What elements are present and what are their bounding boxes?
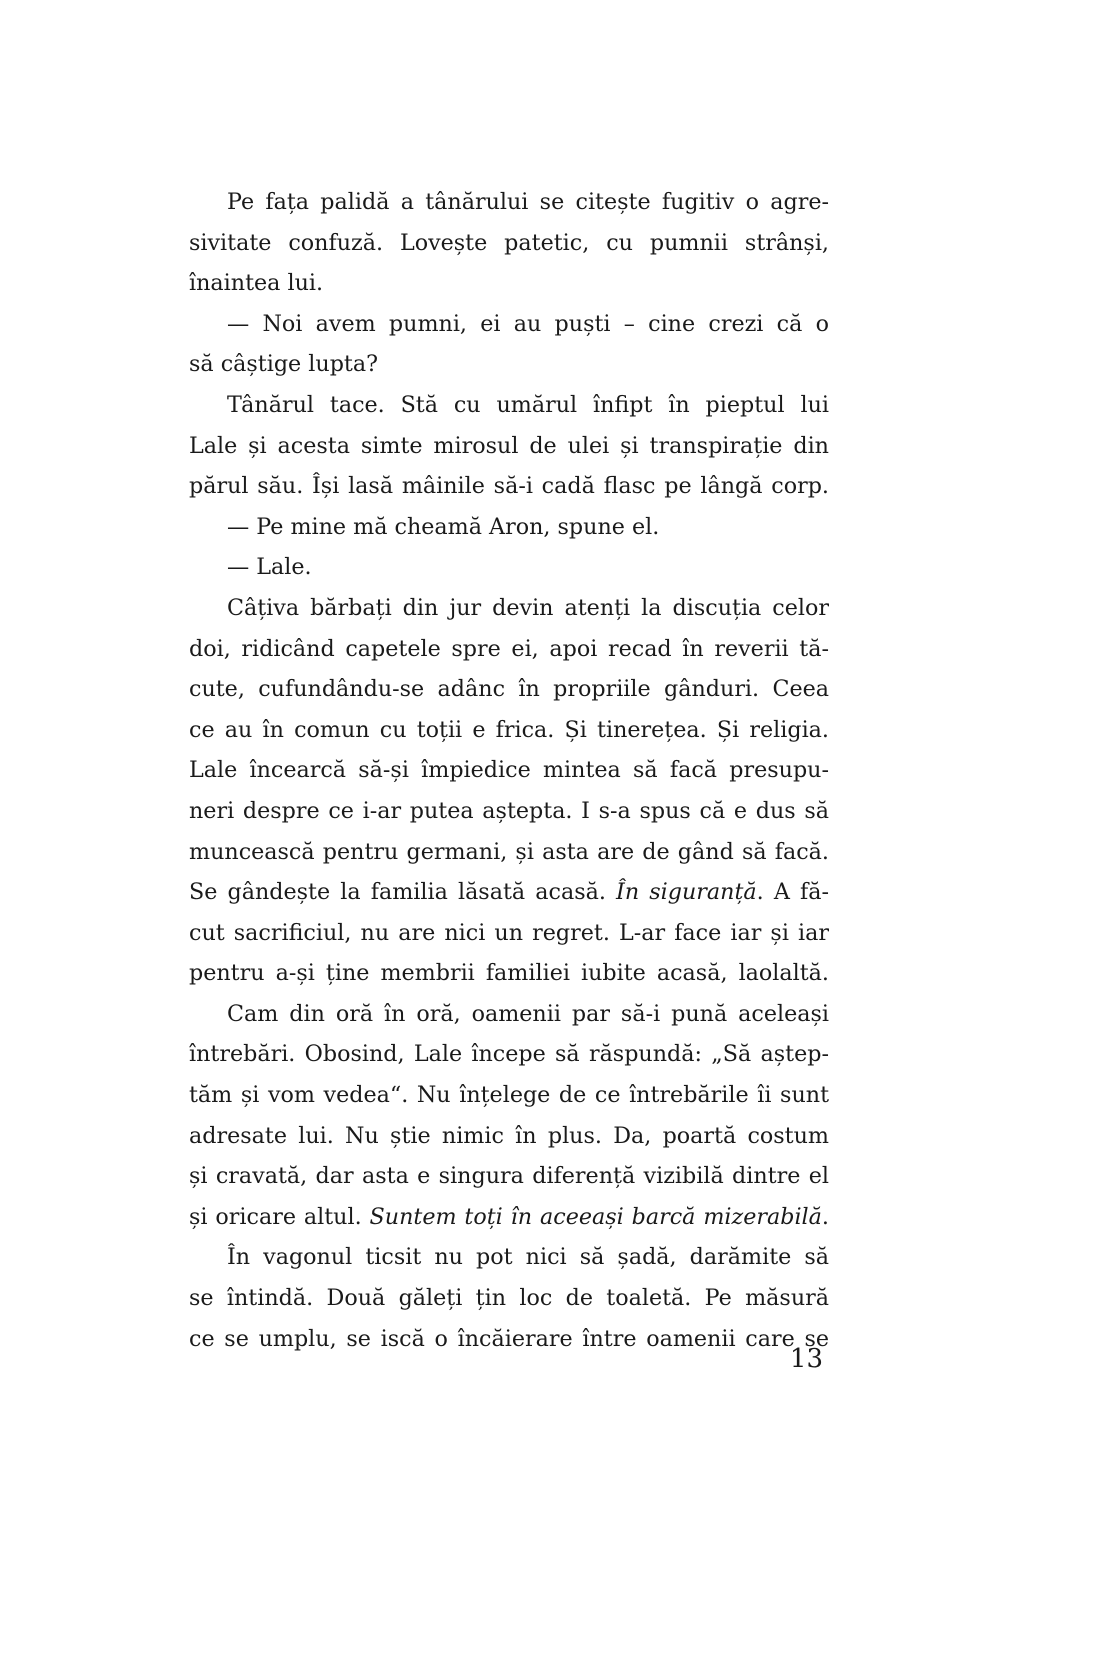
- text-line: [189, 588, 829, 629]
- line-text: — Pe mine mă cheamă Aron, spune el.: [227, 513, 660, 540]
- line-text: neri despre ce i-ar putea aștepta. I s-a spus că e dus să: [189, 797, 829, 824]
- line-text: Lale și acesta simte mirosul de ulei și transpirație din: [189, 432, 829, 459]
- line-text: Pe fața palidă a tânărului se citește fugitiv o agre-: [227, 189, 829, 215]
- line-text: și cravată, dar asta e singura diferență vizibilă dintre el: [189, 1163, 829, 1190]
- line-text-after: .: [821, 1203, 829, 1230]
- text-line: [189, 872, 829, 913]
- line-text: înaintea lui.: [189, 270, 324, 297]
- body-text: [189, 182, 829, 1359]
- text-line: [189, 994, 829, 1035]
- text-line: [189, 304, 829, 345]
- italic-text: Suntem toți în aceeași barcă mizerabilă: [369, 1203, 822, 1230]
- line-text: În vagonul ticsit nu pot nici să șadă, darămite să: [227, 1244, 829, 1271]
- text-line: [189, 1116, 829, 1157]
- text-line: [189, 953, 829, 994]
- text-line: [189, 547, 829, 588]
- line-text: întrebări. Obosind, Lale începe să răspundă: „Să aștep-: [189, 1041, 829, 1068]
- line-text: Se gândește la familia lăsată acasă.: [189, 879, 617, 906]
- line-text: cute, cufundându-se adânc în propriile gânduri. Ceea: [189, 676, 829, 703]
- italic-text: În siguranță: [616, 879, 757, 906]
- line-text: tăm și vom vedea“. Nu înțelege de ce întrebările îi sunt: [189, 1082, 829, 1109]
- line-text: și oricare altul.: [189, 1203, 370, 1230]
- line-text: Câțiva bărbați din jur devin atenți la discuția celor: [227, 594, 829, 621]
- text-line: [189, 1278, 829, 1319]
- text-line: [189, 1034, 829, 1075]
- text-line: [189, 669, 829, 710]
- text-line: [189, 913, 829, 954]
- line-text: Lale încearcă să-și împiedice mintea să facă presupu-: [189, 757, 829, 784]
- text-line: [189, 832, 829, 873]
- text-line: [189, 426, 829, 467]
- text-line: [189, 466, 829, 507]
- text-line: [189, 223, 829, 264]
- line-text: doi, ridicând capetele spre ei, apoi recad în reverii tă-: [189, 635, 829, 662]
- line-text: ce au în comun cu toții e frica. Și tinerețea. Și religia.: [189, 716, 829, 743]
- line-text: se întindă. Două gălеți țin loc de toaletă. Pe măsură: [189, 1285, 829, 1312]
- text-line: [189, 750, 829, 791]
- text-line: [189, 1075, 829, 1116]
- text-line: [189, 1319, 829, 1360]
- line-text-after: . A fă-: [756, 879, 829, 906]
- text-line: [189, 182, 829, 223]
- line-text: muncească pentru germani, și asta are de gând să facă.: [189, 838, 829, 865]
- text-line: [189, 1156, 829, 1197]
- line-text: părul său. Își lasă mâinile să-i cadă flasc pe lângă corp.: [189, 473, 829, 500]
- line-text: Tânărul tace. Stă cu umărul înfipt în pieptul lui: [227, 391, 829, 418]
- line-text: — Noi avem pumni, ei au puști – cine crezi că o: [227, 310, 829, 337]
- line-text: Cam din oră în oră, oamenii par să-i pună aceleași: [227, 1000, 829, 1027]
- text-line: [189, 385, 829, 426]
- line-text: pentru a-și ține membrii familiei iubite acasă, laolaltă.: [189, 960, 829, 987]
- line-text: cut sacrificiul, nu are nici un regret. L-ar face iar și iar: [189, 919, 829, 946]
- line-text: — Lale.: [227, 554, 312, 581]
- text-line: [189, 629, 829, 670]
- text-line: [189, 710, 829, 751]
- text-line: [189, 791, 829, 832]
- text-line: [189, 507, 829, 548]
- line-text: să câștige lupta?: [189, 351, 379, 378]
- text-line: [189, 1237, 829, 1278]
- text-line: [189, 263, 829, 304]
- page-number: 13: [789, 1344, 823, 1374]
- text-line: [189, 1197, 829, 1238]
- line-text: ce se umplu, se iscă o încăierare între oamenii care se: [189, 1325, 829, 1352]
- text-line: [189, 344, 829, 385]
- line-text: adresate lui. Nu știe nimic în plus. Da, poartă costum: [189, 1122, 829, 1149]
- line-text: sivitate confuză. Lovește patetic, cu pumnii strânși,: [189, 229, 829, 256]
